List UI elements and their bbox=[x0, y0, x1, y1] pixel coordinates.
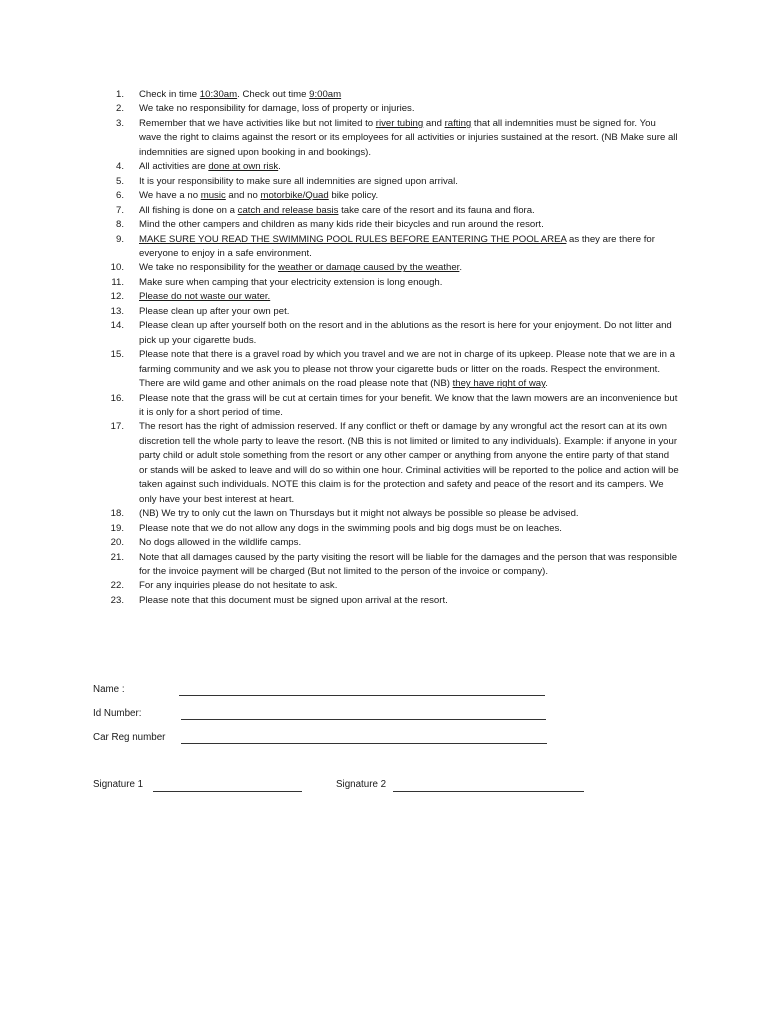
rule-number: 8. bbox=[115, 219, 124, 231]
rule-number: 17. bbox=[110, 421, 124, 433]
rule-text-segment: and bbox=[423, 117, 445, 129]
rule-item bbox=[108, 88, 680, 102]
rule-text bbox=[139, 523, 562, 534]
rule-underlined-text: they have right of way bbox=[452, 378, 546, 390]
rule-item bbox=[108, 261, 680, 275]
rule-number: 18. bbox=[110, 508, 124, 520]
rule-item bbox=[108, 522, 680, 536]
rule-item bbox=[108, 579, 680, 593]
rule-number: 1. bbox=[115, 89, 124, 100]
rule-item bbox=[108, 204, 680, 218]
car-reg-label: Car Reg number bbox=[93, 732, 166, 743]
rule-item bbox=[108, 218, 680, 232]
rule-text-segment: Mind the other campers and children as many kids ride their bicycles and run around the resort. bbox=[139, 219, 544, 231]
rule-underlined-text: motorbike/Quad bbox=[260, 190, 329, 202]
rule-text bbox=[139, 103, 415, 114]
rule-number: 10. bbox=[110, 262, 124, 274]
rule-underlined-text: MAKE SURE YOU READ THE SWIMMING POOL RULES BEFORE EANTERING THE POOL AREA bbox=[139, 233, 567, 245]
rule-text-segment: We take no responsibility for the bbox=[139, 262, 279, 274]
rule-text-segment: We have a no bbox=[139, 190, 201, 202]
signature-1-label: Signature 1 bbox=[93, 779, 144, 790]
rule-underlined-text: rafting bbox=[444, 117, 472, 129]
id-number-label: Id Number: bbox=[93, 708, 142, 719]
rule-text-segment: Please clean up after yourself both on the resort and in the ablutions as the resort is here for your enjoyment. Do not litter and pick up your cigarette buds. bbox=[139, 320, 672, 346]
rule-text bbox=[139, 320, 672, 345]
rule-item bbox=[108, 594, 680, 608]
rule-text-segment: We take no responsibility for damage, loss of property or injuries. bbox=[139, 103, 415, 115]
rule-item bbox=[108, 420, 680, 507]
rule-text bbox=[139, 537, 301, 548]
rule-text-segment: bike policy. bbox=[328, 190, 379, 202]
rule-number: 12. bbox=[110, 291, 124, 303]
rule-underlined-text: 10:30am bbox=[199, 89, 238, 100]
signature-1 bbox=[93, 779, 143, 790]
rule-text bbox=[139, 595, 448, 606]
rule-underlined-text: music bbox=[200, 190, 226, 202]
signature-2-label: Signature 2 bbox=[336, 779, 387, 790]
rule-item bbox=[108, 102, 680, 116]
car-reg-line[interactable] bbox=[181, 743, 547, 744]
rule-item bbox=[108, 507, 680, 521]
rule-item bbox=[108, 551, 680, 580]
rule-item bbox=[108, 233, 680, 262]
rule-item bbox=[108, 189, 680, 203]
signature-1-line[interactable] bbox=[153, 791, 302, 792]
rule-text-segment: Note that all damages caused by the party visiting the resort will be liable for the damages and the person that was responsible for the invoice payment will be charged (But not limited to the person of the invoice or company). bbox=[139, 551, 678, 577]
rule-text bbox=[139, 161, 281, 172]
rule-item bbox=[108, 175, 680, 189]
rule-text-segment: It is your responsibility to make sure all indemnities are signed upon arrival. bbox=[139, 175, 458, 187]
rule-underlined-text: weather or damage caused by the weather bbox=[278, 262, 460, 274]
id-number-line[interactable] bbox=[181, 719, 546, 720]
rule-text-segment: All activities are bbox=[139, 161, 209, 173]
rule-text-segment: (NB) We try to only cut the lawn on Thursdays but it might not always be possible so please be advised. bbox=[139, 508, 579, 520]
rule-text bbox=[139, 349, 675, 389]
rule-text-segment: No dogs allowed in the wildlife camps. bbox=[139, 537, 302, 549]
rule-item bbox=[108, 117, 680, 160]
rule-text-segment: Please note that we do not allow any dogs in the swimming pools and big dogs must be on leaches. bbox=[139, 522, 562, 534]
rule-underlined-text: done at own risk bbox=[208, 161, 279, 173]
signature-2 bbox=[336, 779, 386, 790]
rule-underlined-text: 9:00am bbox=[309, 89, 342, 100]
rule-underlined-text: Please do not waste our water. bbox=[139, 291, 271, 303]
rule-text-segment: as they are there for everyone to enjoy in a safe environment. bbox=[139, 233, 655, 259]
rule-text-segment: and no bbox=[225, 190, 261, 202]
rule-item bbox=[108, 290, 680, 304]
rule-item bbox=[108, 348, 680, 391]
rule-item bbox=[108, 276, 680, 290]
rule-number: 20. bbox=[110, 537, 124, 549]
rule-item bbox=[108, 319, 680, 348]
rule-number: 13. bbox=[110, 305, 124, 317]
rule-text-segment: . Check out time bbox=[237, 89, 310, 100]
rule-item bbox=[108, 160, 680, 174]
rule-number: 21. bbox=[110, 551, 124, 563]
rule-text-segment: Please clean up after your own pet. bbox=[139, 305, 290, 317]
rule-text-segment: . bbox=[459, 262, 463, 274]
rule-text bbox=[139, 277, 442, 288]
rule-number: 22. bbox=[110, 580, 124, 592]
rule-text-segment: . bbox=[278, 161, 281, 173]
rule-number: 4. bbox=[115, 161, 124, 173]
rule-text bbox=[139, 508, 579, 519]
rule-text bbox=[139, 176, 458, 187]
rule-text bbox=[139, 306, 289, 317]
rule-text bbox=[139, 89, 341, 100]
rule-text bbox=[139, 393, 677, 418]
rule-number: 6. bbox=[115, 190, 124, 202]
rule-text-segment: Please note that there is a gravel road by which you travel and we are not in charge of its upkeep. Please note that we are in a farming community and we ask you to please not throw your cigarette buds or litter on the roads. Respect the environment. There are wild game and other animals on the road please note that (NB) bbox=[139, 349, 675, 390]
rule-text bbox=[139, 291, 270, 302]
rule-text-segment: . bbox=[545, 378, 548, 390]
rule-text-segment: Remember that we have activities like but not limited to bbox=[139, 117, 376, 129]
rule-underlined-text: catch and release basis bbox=[237, 204, 339, 216]
rule-number: 2. bbox=[115, 103, 124, 115]
car-reg-row bbox=[93, 732, 165, 743]
rule-text bbox=[139, 552, 677, 577]
rule-text-segment: Check in time bbox=[139, 89, 200, 100]
rule-text bbox=[139, 262, 462, 273]
name-row bbox=[93, 684, 125, 695]
rule-text bbox=[139, 118, 678, 158]
rule-text bbox=[139, 205, 535, 216]
rule-text bbox=[139, 580, 337, 591]
rule-text-segment: Make sure when camping that your electricity extension is long enough. bbox=[139, 276, 443, 288]
rule-text bbox=[139, 219, 544, 230]
rule-number: 5. bbox=[115, 175, 124, 187]
rule-text-segment: The resort has the right of admission reserved. If any conflict or theft or damage by any wrongful act the resort can at its own discretion tell the whole party to leave the resort. (NB this is not limited or limited to any individuals). Example: if anyone in your party child or adult stole something from the resort or any other camper or anything from anyone the entire party of that stand or stands will be asked to leave and will do so within one hour. Criminal activities will be reported to the police and action will be taken against such individuals. NOTE this claim is for the protection and safety and peace of the resort and its campers. We only have your best interest at heart. bbox=[139, 421, 679, 505]
rule-number: 19. bbox=[110, 522, 124, 534]
rule-number: 11. bbox=[111, 276, 124, 288]
rule-number: 9. bbox=[115, 233, 124, 245]
rule-number: 7. bbox=[115, 204, 124, 216]
rules-list bbox=[108, 88, 680, 608]
rule-text-segment: that all indemnities must be signed for. You wave the right to claims against the resort or its employees for all activities or injuries sustained at the resort. (NB Make sure all indemnities are signed upon booking in and bookings). bbox=[139, 117, 678, 158]
rule-number: 15. bbox=[110, 349, 124, 361]
rule-number: 23. bbox=[110, 594, 124, 606]
signature-2-line[interactable] bbox=[393, 791, 584, 792]
rule-text bbox=[139, 421, 679, 504]
rule-item bbox=[108, 536, 680, 550]
rule-item bbox=[108, 305, 680, 319]
id-number-row bbox=[93, 708, 141, 719]
rule-text-segment: For any inquiries please do not hesitate to ask. bbox=[139, 580, 338, 592]
name-label: Name : bbox=[93, 684, 125, 695]
rule-underlined-text: river tubing bbox=[375, 117, 424, 129]
rule-number: 3. bbox=[115, 117, 124, 129]
name-line[interactable] bbox=[179, 695, 545, 696]
rule-text bbox=[139, 190, 378, 201]
rule-text bbox=[139, 234, 655, 259]
rule-text-segment: Please note that this document must be signed upon arrival at the resort. bbox=[139, 594, 448, 606]
rule-text-segment: All fishing is done on a bbox=[139, 204, 238, 216]
rule-number: 16. bbox=[110, 392, 124, 404]
rule-text-segment: take care of the resort and its fauna and flora. bbox=[338, 204, 535, 216]
rule-item bbox=[108, 392, 680, 421]
rule-text-segment: Please note that the grass will be cut at certain times for your benefit. We know that the lawn mowers are an inconvenience but it is only for a short period of time. bbox=[139, 392, 678, 418]
rule-number: 14. bbox=[110, 320, 124, 332]
